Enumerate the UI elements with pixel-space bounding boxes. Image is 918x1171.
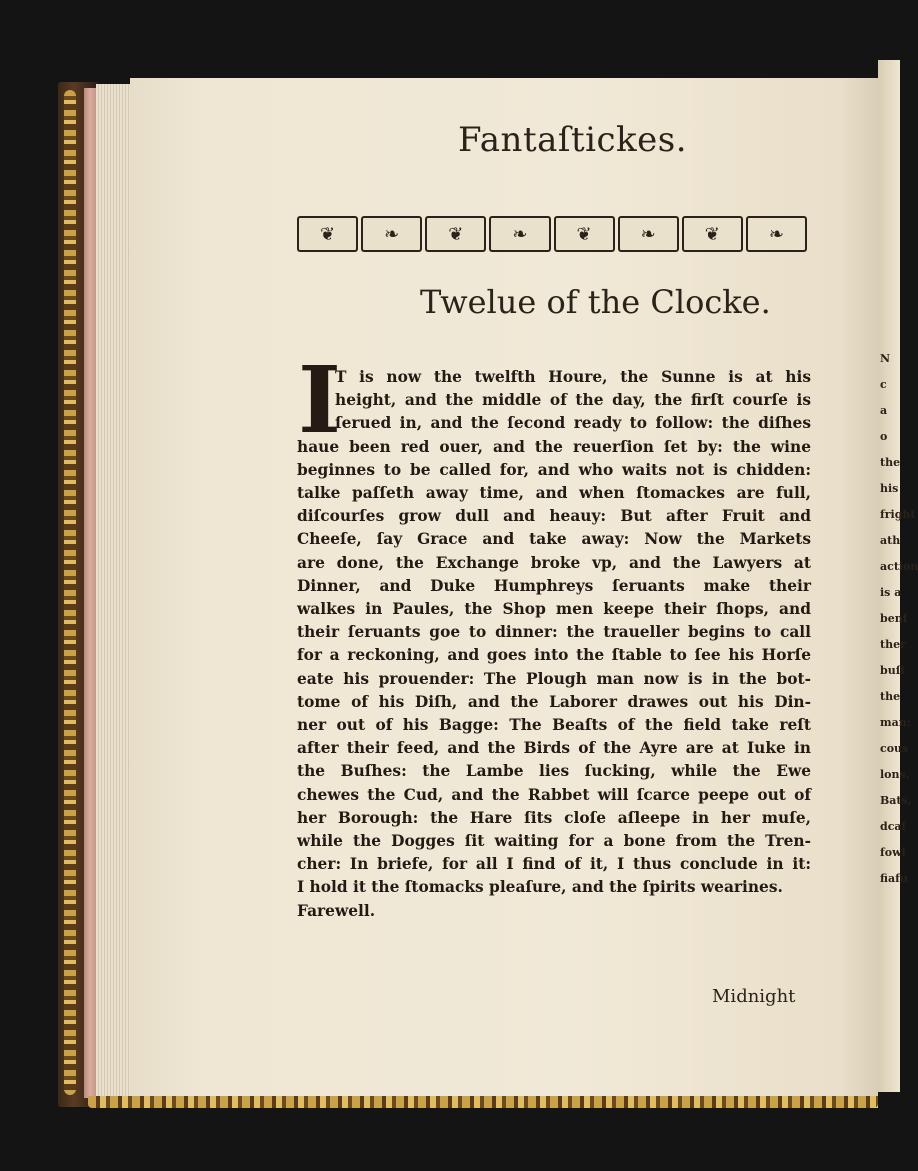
text-line: height, and the middle of the day, the firſt courſe is [335, 391, 811, 410]
facing-page-fragment: a [880, 404, 888, 417]
facing-page-fragment: buſi [880, 664, 905, 677]
facing-page-fragment: o [880, 430, 888, 443]
printer-ornament-band [297, 216, 807, 252]
facing-page-fragment: man: [880, 716, 911, 729]
facing-page-fragment: the [880, 456, 901, 469]
text-line: tome of his Diſh, and the Laborer drawes out his Din- [297, 692, 811, 711]
ornament-cell: ❦ [425, 216, 486, 252]
gilt-bottom-edge [88, 1096, 878, 1108]
page-stack [96, 84, 130, 1102]
ornament-cell: ❧ [489, 216, 550, 252]
drop-cap: I [298, 346, 342, 454]
facing-page-fragment: is a [880, 586, 902, 599]
text-line: T is now the twelfth Houre, the Sunne is at his [335, 368, 811, 386]
page-edge-tint [84, 88, 96, 1098]
text-line: I hold it the ſtomacks pleaſure, and the ſpirits wearines. [297, 878, 783, 897]
text-line: the Buſhes: the Lambe lies ſucking, while the Ewe [297, 762, 811, 781]
facing-page-fragment: action [880, 560, 918, 573]
facing-page-fragment: cous [880, 742, 909, 755]
facing-page-fragment: ath [880, 534, 901, 547]
facing-page-fragment: benſ [880, 612, 908, 625]
text-line: beginnes to be called for, and who waits not is chidden: [297, 460, 811, 479]
text-line: Dinner, and Duke Humphreys ſeruants make their [297, 576, 811, 595]
text-line: ſerued in, and the ſecond ready to follow: the diſhes [335, 414, 811, 433]
ornament-cell: ❦ [554, 216, 615, 252]
facing-page-fragment: the [880, 690, 901, 703]
ornament-cell: ❧ [361, 216, 422, 252]
facing-page-fragment: fiafu [880, 872, 908, 885]
section-title: Twelue of the Clocke. [420, 283, 771, 321]
gilt-spine-edge [64, 90, 76, 1095]
text-line: walkes in Paules, the Shop men keepe their ſhops, and [297, 600, 811, 619]
text-line: ner out of his Bagge: The Beaſts of the field take reſt [297, 716, 811, 735]
text-line: diſcourſes grow dull and heauy: But after Fruit and [297, 507, 811, 526]
ornament-cell: ❦ [297, 216, 358, 252]
catchword: Midnight [712, 986, 796, 1007]
ornament-cell: ❦ [682, 216, 743, 252]
facing-page-fragment: his [880, 482, 899, 495]
ornament-cell: ❧ [746, 216, 807, 252]
text-line: haue been red ouer, and the reuerſion ſet by: the wine [297, 437, 811, 456]
running-head: Fantaſtickes. [458, 120, 688, 160]
facing-page-fragment: ther [880, 638, 906, 651]
facing-page-fragment: dcaſ [880, 820, 907, 833]
text-line: Farewell. [297, 901, 376, 920]
text-line: while the Dogges ſit waiting for a bone from the Tren- [297, 832, 811, 851]
facing-page-fragment: Bats, [880, 794, 912, 807]
text-line: their ſeruants goe to dinner: the traueller begins to call [297, 623, 811, 642]
body-text [297, 366, 811, 923]
facing-page-fragment: fright [880, 508, 916, 521]
ornament-cell: ❧ [618, 216, 679, 252]
facing-page-edge [878, 60, 918, 1092]
text-line: after their feed, and the Birds of the Ayre are at Iuke in [297, 739, 811, 758]
facing-page-fragment: N [880, 352, 891, 365]
text-line: for a reckoning, and goes into the ſtable to ſee his Horſe [297, 646, 811, 665]
text-line: are done, the Exchange broke vp, and the Lawyers at [297, 553, 811, 572]
facing-page-fragment: lons, [880, 768, 910, 781]
text-line: eate his prouender: The Plough man now is in the bot- [297, 669, 811, 688]
text-line: talke paſſeth away time, and when ſtomackes are full, [297, 484, 811, 503]
text-line: cher: In briefe, for all I find of it, I thus conclude in it: [297, 855, 811, 874]
facing-page-fragment: c [880, 378, 887, 391]
facing-page-fragment: fowl [880, 846, 906, 859]
text-line: chewes the Cud, and the Rabbet will ſcarce peepe out of [297, 785, 811, 804]
text-line: her Borough: the Hare ſits cloſe aſleepe in her muſe, [297, 808, 811, 827]
text-line: Cheeſe, ſay Grace and take away: Now the Markets [297, 530, 811, 549]
